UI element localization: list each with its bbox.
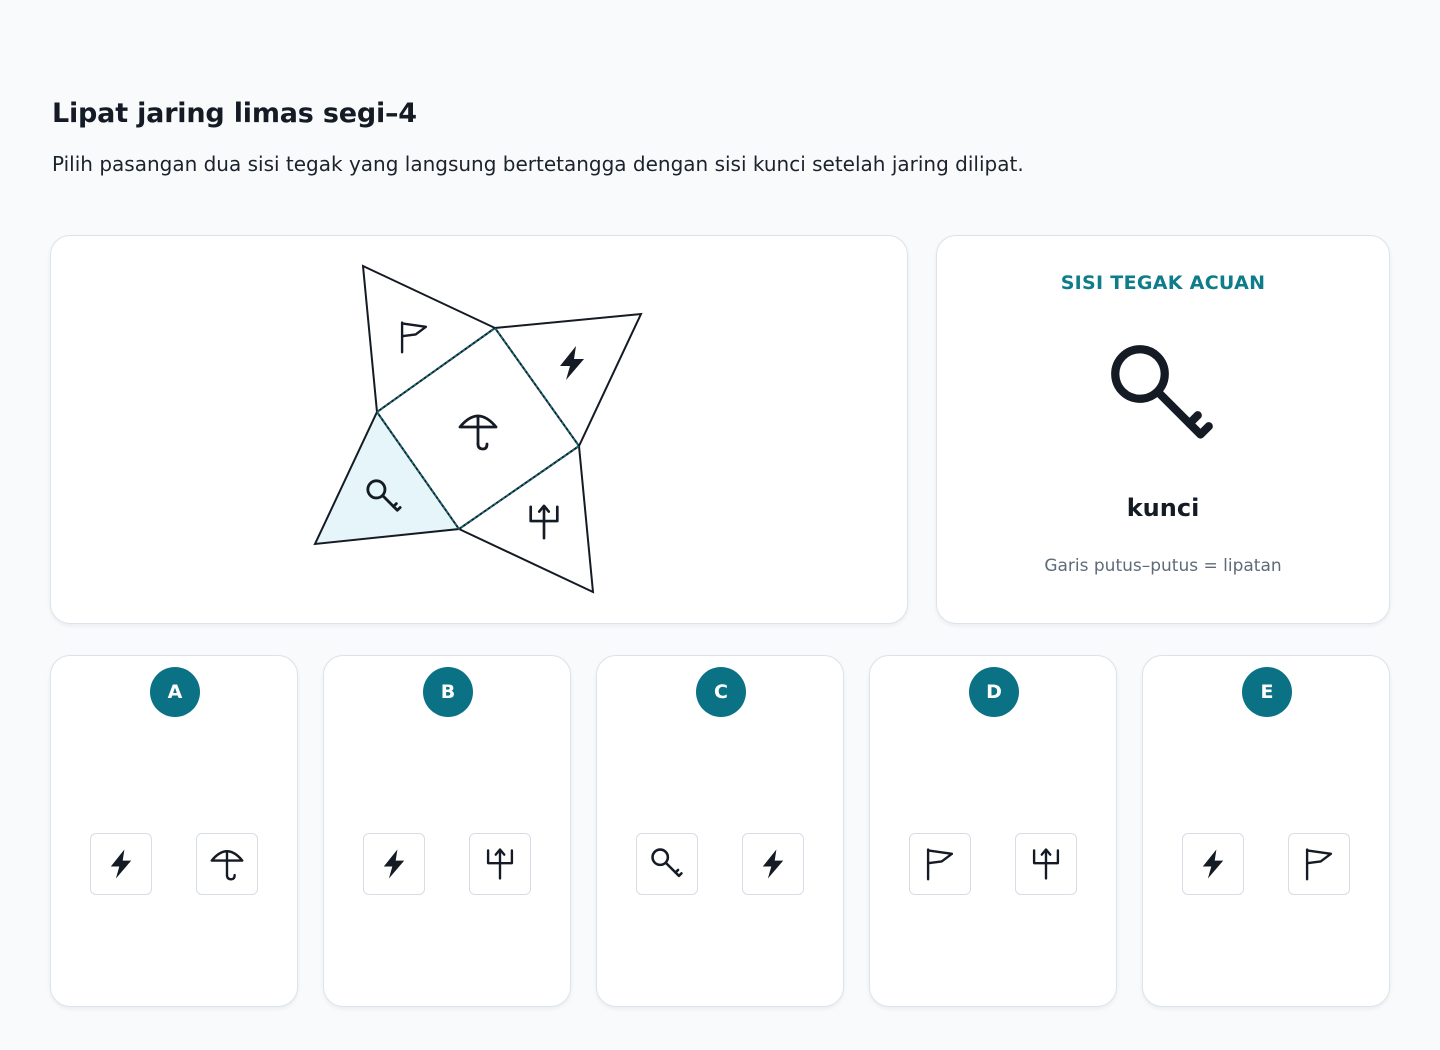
trident-icon bbox=[483, 847, 517, 881]
lightning-icon bbox=[560, 346, 584, 380]
flag-icon bbox=[923, 847, 957, 881]
option-icon-tile bbox=[636, 833, 698, 895]
option-letter-badge: B bbox=[423, 667, 473, 717]
trident-icon bbox=[531, 506, 558, 538]
option-icon-tile bbox=[1182, 833, 1244, 895]
option-icon-tile bbox=[90, 833, 152, 895]
option-letter-badge: A bbox=[150, 667, 200, 717]
lightning-icon bbox=[1196, 847, 1230, 881]
option-letter-badge: D bbox=[969, 667, 1019, 717]
net-face-trident bbox=[459, 446, 593, 592]
reference-heading: SISI TEGAK ACUAN bbox=[1060, 272, 1266, 294]
key-icon bbox=[650, 847, 684, 881]
key-icon bbox=[1107, 341, 1217, 451]
option-icon-tile bbox=[742, 833, 804, 895]
option-icon-tile bbox=[909, 833, 971, 895]
net-face-lightning bbox=[495, 314, 641, 446]
umbrella-icon bbox=[210, 847, 244, 881]
pyramid-net-diagram bbox=[51, 236, 909, 625]
lightning-icon bbox=[756, 847, 790, 881]
option-icon-tile bbox=[469, 833, 531, 895]
lightning-icon bbox=[104, 847, 138, 881]
umbrella-icon bbox=[460, 416, 496, 449]
pyramid-net-card bbox=[50, 235, 908, 624]
page-title: Lipat jaring limas segi–4 bbox=[52, 98, 417, 129]
option-d-card[interactable] bbox=[869, 655, 1117, 1007]
option-icon-tile bbox=[363, 833, 425, 895]
option-icon-tile bbox=[1015, 833, 1077, 895]
lightning-icon bbox=[377, 847, 411, 881]
option-b-card[interactable] bbox=[323, 655, 571, 1007]
option-a-card[interactable] bbox=[50, 655, 298, 1007]
instruction-text: Pilih pasangan dua sisi tegak yang langsung bertetangga dengan sisi kunci setelah jaring dilipat. bbox=[52, 152, 1024, 176]
trident-icon bbox=[1029, 847, 1063, 881]
option-c-card[interactable] bbox=[596, 655, 844, 1007]
option-letter-badge: C bbox=[696, 667, 746, 717]
option-icon-tile bbox=[1288, 833, 1350, 895]
net-face-flag bbox=[363, 266, 495, 412]
reference-face-name: kunci bbox=[1126, 494, 1200, 522]
net-face-key bbox=[315, 412, 459, 544]
option-letter-badge: E bbox=[1242, 667, 1292, 717]
flag-icon bbox=[1302, 847, 1336, 881]
fold-line-note: Garis putus–putus = lipatan bbox=[1044, 556, 1282, 576]
option-e-card[interactable] bbox=[1142, 655, 1390, 1007]
flag-icon bbox=[402, 323, 426, 353]
option-icon-tile bbox=[196, 833, 258, 895]
reference-face-card bbox=[936, 235, 1390, 624]
